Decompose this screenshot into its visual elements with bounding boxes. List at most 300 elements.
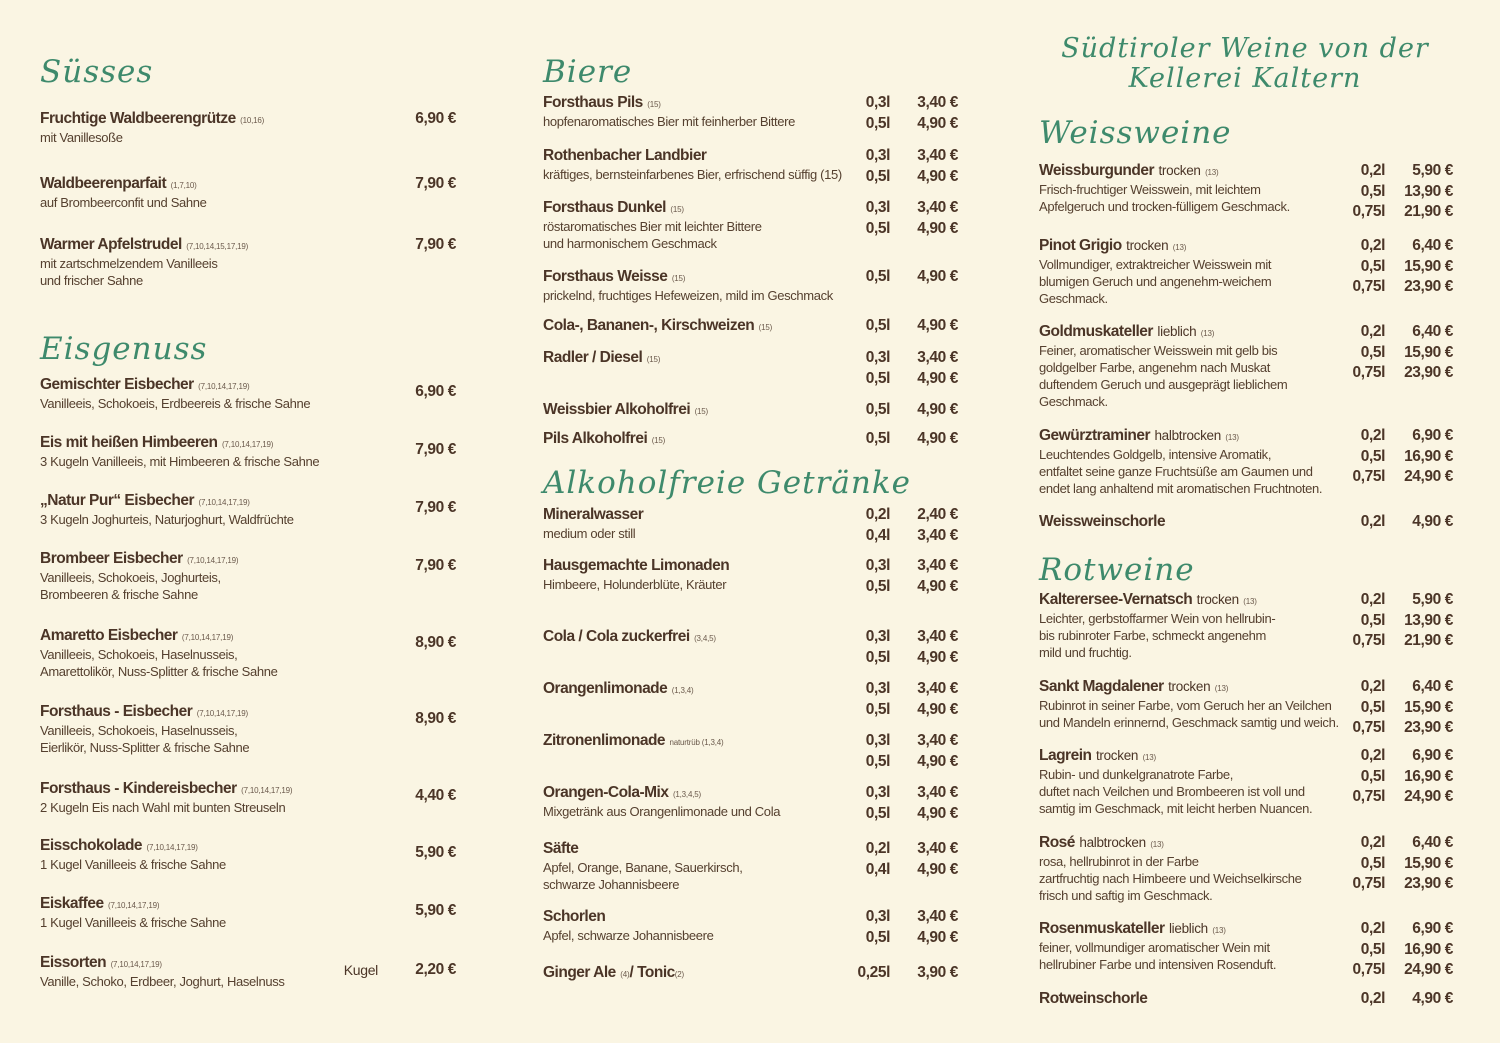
price: 7,90 €: [415, 557, 456, 574]
allergen-codes: (7,10,14,17,19): [108, 901, 160, 910]
price: 2,40 €: [917, 506, 958, 523]
price-list: [798, 429, 958, 450]
price-row: [798, 804, 958, 825]
serving-size: 0,5l: [865, 752, 890, 770]
price-row: [1293, 236, 1453, 257]
price: 6,40 €: [1412, 237, 1453, 254]
price-list: [798, 783, 958, 824]
price: 23,90 €: [1404, 278, 1453, 295]
price-row: [798, 679, 958, 700]
serving-size: 0,5l: [1360, 698, 1385, 716]
menu-item: [1039, 236, 1453, 307]
item-name: Waldbeerenparfait: [40, 175, 167, 192]
item-name: Rosé: [1039, 834, 1075, 851]
price-list: [296, 382, 456, 403]
price-row: [798, 700, 958, 721]
item-name: Kalterersee-Vernatsch: [1039, 591, 1193, 608]
item-description: Geschmack.: [1039, 291, 1108, 306]
price-list: [1293, 161, 1453, 223]
item-description: und harmonischem Geschmack: [543, 236, 717, 251]
price-row: [1293, 960, 1453, 981]
price-list: [1293, 322, 1453, 384]
price-list: [1293, 512, 1453, 533]
price-list: [296, 843, 456, 864]
price-row: [1293, 787, 1453, 808]
price-row: [296, 235, 456, 256]
item-name: Forsthaus - Eisbecher: [40, 703, 193, 720]
allergen-codes: (4): [620, 970, 630, 979]
price-row: [296, 440, 456, 461]
item-name: Cola / Cola zuckerfrei: [543, 628, 690, 645]
price-row: [296, 901, 456, 922]
price: 24,90 €: [1404, 788, 1453, 805]
item-description: 3 Kugeln Vanilleeis, mit Himbeeren & frische Sahne: [40, 454, 320, 469]
price-row: [1293, 989, 1453, 1010]
price: 5,90 €: [415, 844, 456, 861]
serving-size: 0,5l: [865, 804, 890, 822]
price: 15,90 €: [1404, 854, 1453, 872]
menu-item: [543, 316, 958, 336]
item-name: Mineralwasser: [543, 506, 644, 523]
item-name: Cola-, Bananen-, Kirschweizen: [543, 317, 755, 334]
item-description: endet lang anhaltend mit aromatischen Fruchtnoten.: [1039, 481, 1323, 496]
menu-item: [1039, 677, 1453, 736]
price-row: [798, 907, 958, 928]
serving-size: 0,2l: [865, 840, 890, 857]
item-description: Feiner, aromatischer Weisswein mit gelb bis: [1039, 343, 1278, 358]
menu-item: [543, 907, 958, 944]
allergen-codes: (13): [1205, 168, 1219, 177]
section-heading: Alkoholfreie Getränke: [543, 465, 912, 501]
section-heading: Weissweine: [1039, 115, 1232, 151]
item-name: Gewürztraminer: [1039, 427, 1151, 444]
price-row: [1293, 257, 1453, 278]
item-description: samtig im Geschmack, mit leicht herben Nuancen.: [1039, 801, 1313, 816]
price: 8,90 €: [415, 634, 456, 651]
price: 4,90 €: [917, 700, 958, 718]
serving-size: 0,2l: [1360, 591, 1385, 608]
price-row: [798, 556, 958, 577]
price-row: [1293, 718, 1453, 739]
price-row: [296, 174, 456, 195]
price: 3,40 €: [917, 628, 958, 645]
item-style: lieblich: [1168, 921, 1208, 936]
menu-item: [40, 836, 456, 873]
item-style: halbtrocken: [1154, 428, 1221, 443]
item-name: Forsthaus Dunkel: [543, 199, 666, 216]
item-description: mild und fruchtig.: [1039, 645, 1132, 660]
serving-size: 0,5l: [865, 317, 890, 334]
price-row: [296, 843, 456, 864]
item-name: Warmer Apfelstrudel: [40, 236, 182, 253]
serving-size: 0,2l: [1360, 427, 1385, 444]
item-name: Eis mit heißen Himbeeren: [40, 434, 218, 451]
menu-item: [40, 953, 456, 990]
item-description: Vanilleeis, Schokoeis, Erdbeereis & frische Sahne: [40, 396, 311, 411]
price-list: [798, 556, 958, 597]
item-description: Brombeeren & frische Sahne: [40, 587, 198, 602]
price-list: [798, 146, 958, 187]
item-name: Zitronenlimonade: [543, 732, 666, 749]
price-row: [1293, 512, 1453, 533]
serving-size: 0,3l: [865, 732, 890, 749]
price: 24,90 €: [1404, 468, 1453, 485]
price-row: [1293, 277, 1453, 298]
item-description: entfaltet seine ganze Fruchtsüße am Gaumen und: [1039, 464, 1313, 479]
item-description: Apfel, Orange, Banane, Sauerkirsch,: [543, 860, 743, 875]
allergen-codes: (13): [1200, 329, 1215, 338]
menu-item: [1039, 426, 1453, 497]
serving-size: 0,5l: [865, 114, 890, 132]
serving-size: 0,5l: [865, 401, 890, 418]
menu-item: [40, 626, 456, 680]
item-description: Apfelgeruch und trocken-fülligem Geschmack.: [1039, 199, 1290, 214]
price-row: [296, 786, 456, 807]
price-list: [798, 839, 958, 880]
menu-item: [40, 433, 456, 470]
price: 4,90 €: [917, 369, 958, 387]
price-row: [1293, 161, 1453, 182]
serving-size: 0,5l: [1360, 611, 1385, 629]
item-description: Geschmack.: [1039, 394, 1108, 409]
price-row: [798, 167, 958, 188]
item-name: Eissorten: [40, 954, 107, 971]
price-list: [1293, 919, 1453, 981]
item-description: duftet nach Veilchen und Brombeeren ist voll und: [1039, 784, 1305, 799]
serving-size: 0,5l: [865, 369, 890, 387]
price: 4,90 €: [917, 928, 958, 946]
price: 6,40 €: [1412, 323, 1453, 340]
section-heading: Eisgenuss: [40, 331, 208, 367]
item-style: halbtrocken: [1079, 835, 1146, 850]
price: 4,90 €: [917, 430, 958, 447]
price: 3,40 €: [917, 199, 958, 216]
item-name: Forsthaus Weisse: [543, 268, 668, 285]
allergen-codes: (15): [651, 436, 666, 445]
serving-size: 0,2l: [1360, 990, 1385, 1007]
serving-size: 0,2l: [1360, 834, 1385, 851]
item-name: Lagrein: [1039, 747, 1092, 764]
price: 3,40 €: [917, 94, 958, 111]
allergen-codes: (13): [1214, 684, 1229, 693]
item-description: Vanilleeis, Schokoeis, Haselnusseis,: [40, 723, 238, 738]
price: 4,40 €: [415, 787, 456, 804]
price: 4,90 €: [917, 577, 958, 595]
item-description: medium oder still: [543, 526, 636, 541]
allergen-codes: (7,10,14,17,19): [110, 960, 162, 969]
item-description: blumigen Geruch und angenehm-weichem: [1039, 274, 1272, 289]
serving-size: 0,75l: [1352, 632, 1385, 649]
item-style: trocken: [1126, 238, 1169, 253]
price: 16,90 €: [1404, 767, 1453, 785]
allergen-codes: (13): [1212, 926, 1226, 935]
price: 15,90 €: [1404, 257, 1453, 275]
menu-item: [40, 779, 456, 816]
price: 13,90 €: [1404, 611, 1453, 629]
serving-size: 0,5l: [1360, 767, 1385, 785]
item-name: Weissweinschorle: [1039, 513, 1166, 530]
item-description: mit Vanillesoße: [40, 130, 123, 145]
serving-size: 0,5l: [1360, 854, 1385, 872]
price-row: [798, 429, 958, 450]
menu-item: [543, 731, 958, 770]
menu-item: [543, 556, 958, 593]
price-list: [296, 960, 456, 981]
serving-size: 0,5l: [1360, 257, 1385, 275]
serving-size: 0,5l: [1360, 447, 1385, 465]
allergen-codes: (7,10,14,17,19): [146, 843, 198, 852]
price-list: [798, 907, 958, 948]
price-row: [798, 146, 958, 167]
price-row: [798, 627, 958, 648]
price-row: [1293, 363, 1453, 384]
serving-size: 0,5l: [865, 648, 890, 666]
price: 3,40 €: [917, 840, 958, 857]
price-row: [1293, 854, 1453, 875]
menu-item: [40, 894, 456, 931]
allergen-codes: (15): [647, 100, 661, 109]
price-list: [798, 93, 958, 134]
price: 3,40 €: [917, 908, 958, 925]
price: 4,90 €: [917, 219, 958, 237]
price: 6,90 €: [1412, 427, 1453, 444]
item-name: Forsthaus Pils: [543, 94, 643, 111]
price: 6,90 €: [415, 110, 456, 127]
menu-item: [543, 429, 958, 449]
item-description: röstaromatisches Bier mit leichter Bittere: [543, 219, 762, 234]
column-drinks: [543, 0, 958, 1043]
price-list: [798, 731, 958, 772]
item-description: Vanilleeis, Schokoeis, Joghurteis,: [40, 570, 221, 585]
item-description: Leichter, gerbstoffarmer Wein von hellrubin-: [1039, 611, 1276, 626]
price-list: [798, 505, 958, 546]
section-heading: Biere: [543, 54, 633, 90]
serving-size: 0,3l: [865, 199, 890, 216]
allergen-codes: (13): [1243, 597, 1257, 606]
price: 4,90 €: [1412, 990, 1453, 1007]
item-style: trocken: [1196, 592, 1239, 607]
serving-size: 0,2l: [1360, 920, 1385, 937]
item-name: Hausgemachte Limonaden: [543, 557, 730, 574]
price: 3,40 €: [917, 147, 958, 164]
menu-item: [40, 549, 456, 603]
item-description: Mixgetränk aus Orangenlimonade und Cola: [543, 804, 781, 819]
price: 3,40 €: [917, 349, 958, 366]
price-row: [798, 93, 958, 114]
price: 23,90 €: [1404, 364, 1453, 381]
price-row: [798, 505, 958, 526]
menu-item: [543, 348, 958, 387]
item-name: Schorlen: [543, 908, 606, 925]
price: 4,90 €: [917, 114, 958, 132]
price: 5,90 €: [1412, 591, 1453, 608]
price-row: [1293, 767, 1453, 788]
price: 24,90 €: [1404, 961, 1453, 978]
serving-size: 0,5l: [865, 700, 890, 718]
price-row: [1293, 590, 1453, 611]
menu-item: [1039, 746, 1453, 817]
item-description: kräftiges, bernsteinfarbenes Bier, erfrischend süffig (15): [543, 167, 842, 182]
price-row: [1293, 467, 1453, 488]
serving-size: 0,75l: [1352, 364, 1385, 381]
price-row: [296, 709, 456, 730]
price-list: [296, 556, 456, 577]
price: 5,90 €: [1412, 162, 1453, 179]
item-name: Rothenbacher Landbier: [543, 147, 707, 164]
allergen-codes: (13): [1150, 840, 1164, 849]
price: 4,90 €: [1412, 513, 1453, 530]
price: 2,20 €: [415, 961, 456, 978]
serving-size: 0,2l: [865, 506, 890, 523]
serving-size: 0,2l: [1360, 162, 1385, 179]
item-description: goldgelber Farbe, angenehm nach Muskat: [1039, 360, 1270, 375]
item-description: 2 Kugeln Eis nach Wahl mit bunten Streuseln: [40, 800, 286, 815]
menu-item: [543, 198, 958, 252]
serving-size: 0,3l: [865, 349, 890, 366]
price: 3,40 €: [917, 680, 958, 697]
price-row: [798, 577, 958, 598]
item-name: Pils Alkoholfrei: [543, 430, 648, 447]
price: 15,90 €: [1404, 343, 1453, 361]
serving-size: 0,75l: [1352, 203, 1385, 220]
price: 4,90 €: [917, 804, 958, 822]
menu-item: [543, 839, 958, 893]
section-heading: Süsses: [40, 54, 154, 90]
price-list: [798, 679, 958, 720]
item-description: Vanille, Schoko, Erdbeer, Joghurt, Haselnuss: [40, 974, 285, 989]
price-row: [296, 633, 456, 654]
menu-item: [543, 267, 958, 304]
serving-size: 0,3l: [865, 908, 890, 925]
menu-item: [1039, 512, 1453, 532]
allergen-codes: (15): [758, 323, 773, 332]
menu-item: [543, 679, 958, 718]
menu-item: [1039, 161, 1453, 220]
price: 8,90 €: [415, 710, 456, 727]
menu-item: [1039, 833, 1453, 904]
item-description: bis rubinroter Farbe, schmeckt angenehm: [1039, 628, 1266, 643]
allergen-codes: (7,10,14,17,19): [187, 556, 239, 565]
price: 4,90 €: [917, 752, 958, 770]
price: 21,90 €: [1404, 632, 1453, 649]
serving-size: 0,5l: [1360, 343, 1385, 361]
serving-size: 0,2l: [1360, 678, 1385, 695]
menu-item: [1039, 590, 1453, 661]
price: 6,40 €: [1412, 834, 1453, 851]
item-description: hopfenaromatisches Bier mit feinherber Bittere: [543, 114, 795, 129]
item-name: Weissbier Alkoholfrei: [543, 401, 691, 418]
price-list: [1293, 236, 1453, 298]
price-row: [1293, 698, 1453, 719]
serving-size: 0,3l: [865, 628, 890, 645]
item-description: Rubinrot in seiner Farbe, vom Geruch her an Veilchen: [1039, 698, 1332, 713]
item-description: Vanilleeis, Schokoeis, Haselnusseis,: [40, 647, 238, 662]
price-list: [296, 633, 456, 654]
price: 3,40 €: [917, 784, 958, 801]
menu-item: [543, 400, 958, 420]
serving-size: 0,75l: [1352, 788, 1385, 805]
price: 4,90 €: [917, 401, 958, 418]
price-row: [1293, 746, 1453, 767]
price-row: [798, 839, 958, 860]
price-row: [296, 556, 456, 577]
price-row: [1293, 343, 1453, 364]
price: 7,90 €: [415, 441, 456, 458]
allergen-codes: (7,10,14,17,19): [241, 786, 293, 795]
serving-unit: Kugel: [343, 962, 378, 978]
item-name: Gemischter Eisbecher: [40, 376, 194, 393]
serving-size: 0,75l: [1352, 278, 1385, 295]
menu-item: [543, 146, 958, 183]
price-row: [798, 928, 958, 949]
price-list: [798, 348, 958, 389]
price-list: [798, 627, 958, 668]
price-row: [798, 198, 958, 219]
item-style: trocken: [1095, 748, 1139, 763]
item-name: Orangenlimonade: [543, 680, 668, 697]
item-description: Amarettolikör, Nuss-Splitter & frische Sahne: [40, 664, 278, 679]
menu-item: [40, 235, 456, 289]
price: 3,40 €: [917, 526, 958, 544]
item-description: schwarze Johannisbeere: [543, 877, 680, 892]
item-name: Säfte: [543, 840, 579, 857]
price-list: [1293, 426, 1453, 488]
price-list: [296, 440, 456, 461]
price-row: [798, 369, 958, 390]
price-row: [296, 382, 456, 403]
item-description: hellrubiner Farbe und intensiven Rosenduft.: [1039, 957, 1277, 972]
serving-size: 0,2l: [1360, 237, 1385, 254]
item-description: Eierlikör, Nuss-Splitter & frische Sahne: [40, 740, 250, 755]
allergen-codes: (15): [671, 274, 686, 283]
item-description: rosa, hellrubinrot in der Farbe: [1039, 854, 1199, 869]
item-name: Goldmuskateller: [1039, 323, 1153, 340]
price-list: [296, 498, 456, 519]
item-name: Rosenmuskateller: [1039, 920, 1165, 937]
price-list: [798, 400, 958, 421]
price: 7,90 €: [415, 175, 456, 192]
allergen-codes: (7,10,14,17,19): [181, 633, 234, 642]
menu-item: [40, 375, 456, 412]
item-name: Forsthaus - Kindereisbecher: [40, 780, 237, 797]
item-description: und Mandeln erinnernd, Geschmack samtig und weich.: [1039, 715, 1339, 730]
price: 4,90 €: [917, 648, 958, 666]
price-row: [1293, 874, 1453, 895]
serving-size: 0,5l: [1360, 182, 1385, 200]
price-row: [1293, 631, 1453, 652]
item-description: 1 Kugel Vanilleeis & frische Sahne: [40, 915, 226, 930]
item-description: Leuchtendes Goldgelb, intensive Aromatik,: [1039, 447, 1272, 462]
price: 21,90 €: [1404, 203, 1453, 220]
price-row: [798, 963, 958, 984]
item-name: Ginger Ale: [543, 964, 616, 981]
price-list: [1293, 590, 1453, 652]
allergen-codes: (1,7,10): [170, 181, 197, 190]
item-name: Fruchtige Waldbeerengrütze: [40, 110, 236, 127]
allergen-codes: (2): [674, 970, 684, 979]
menu-item: [543, 963, 958, 983]
price-list: [798, 198, 958, 239]
price: 3,90 €: [917, 964, 958, 981]
menu-item: [40, 174, 456, 211]
serving-size: 0,3l: [865, 94, 890, 111]
price: 5,90 €: [415, 902, 456, 919]
serving-size: 0,5l: [865, 577, 890, 595]
price-list: [296, 901, 456, 922]
serving-size: 0,5l: [865, 928, 890, 946]
serving-size: 0,5l: [865, 430, 890, 447]
price-row: [1293, 426, 1453, 447]
